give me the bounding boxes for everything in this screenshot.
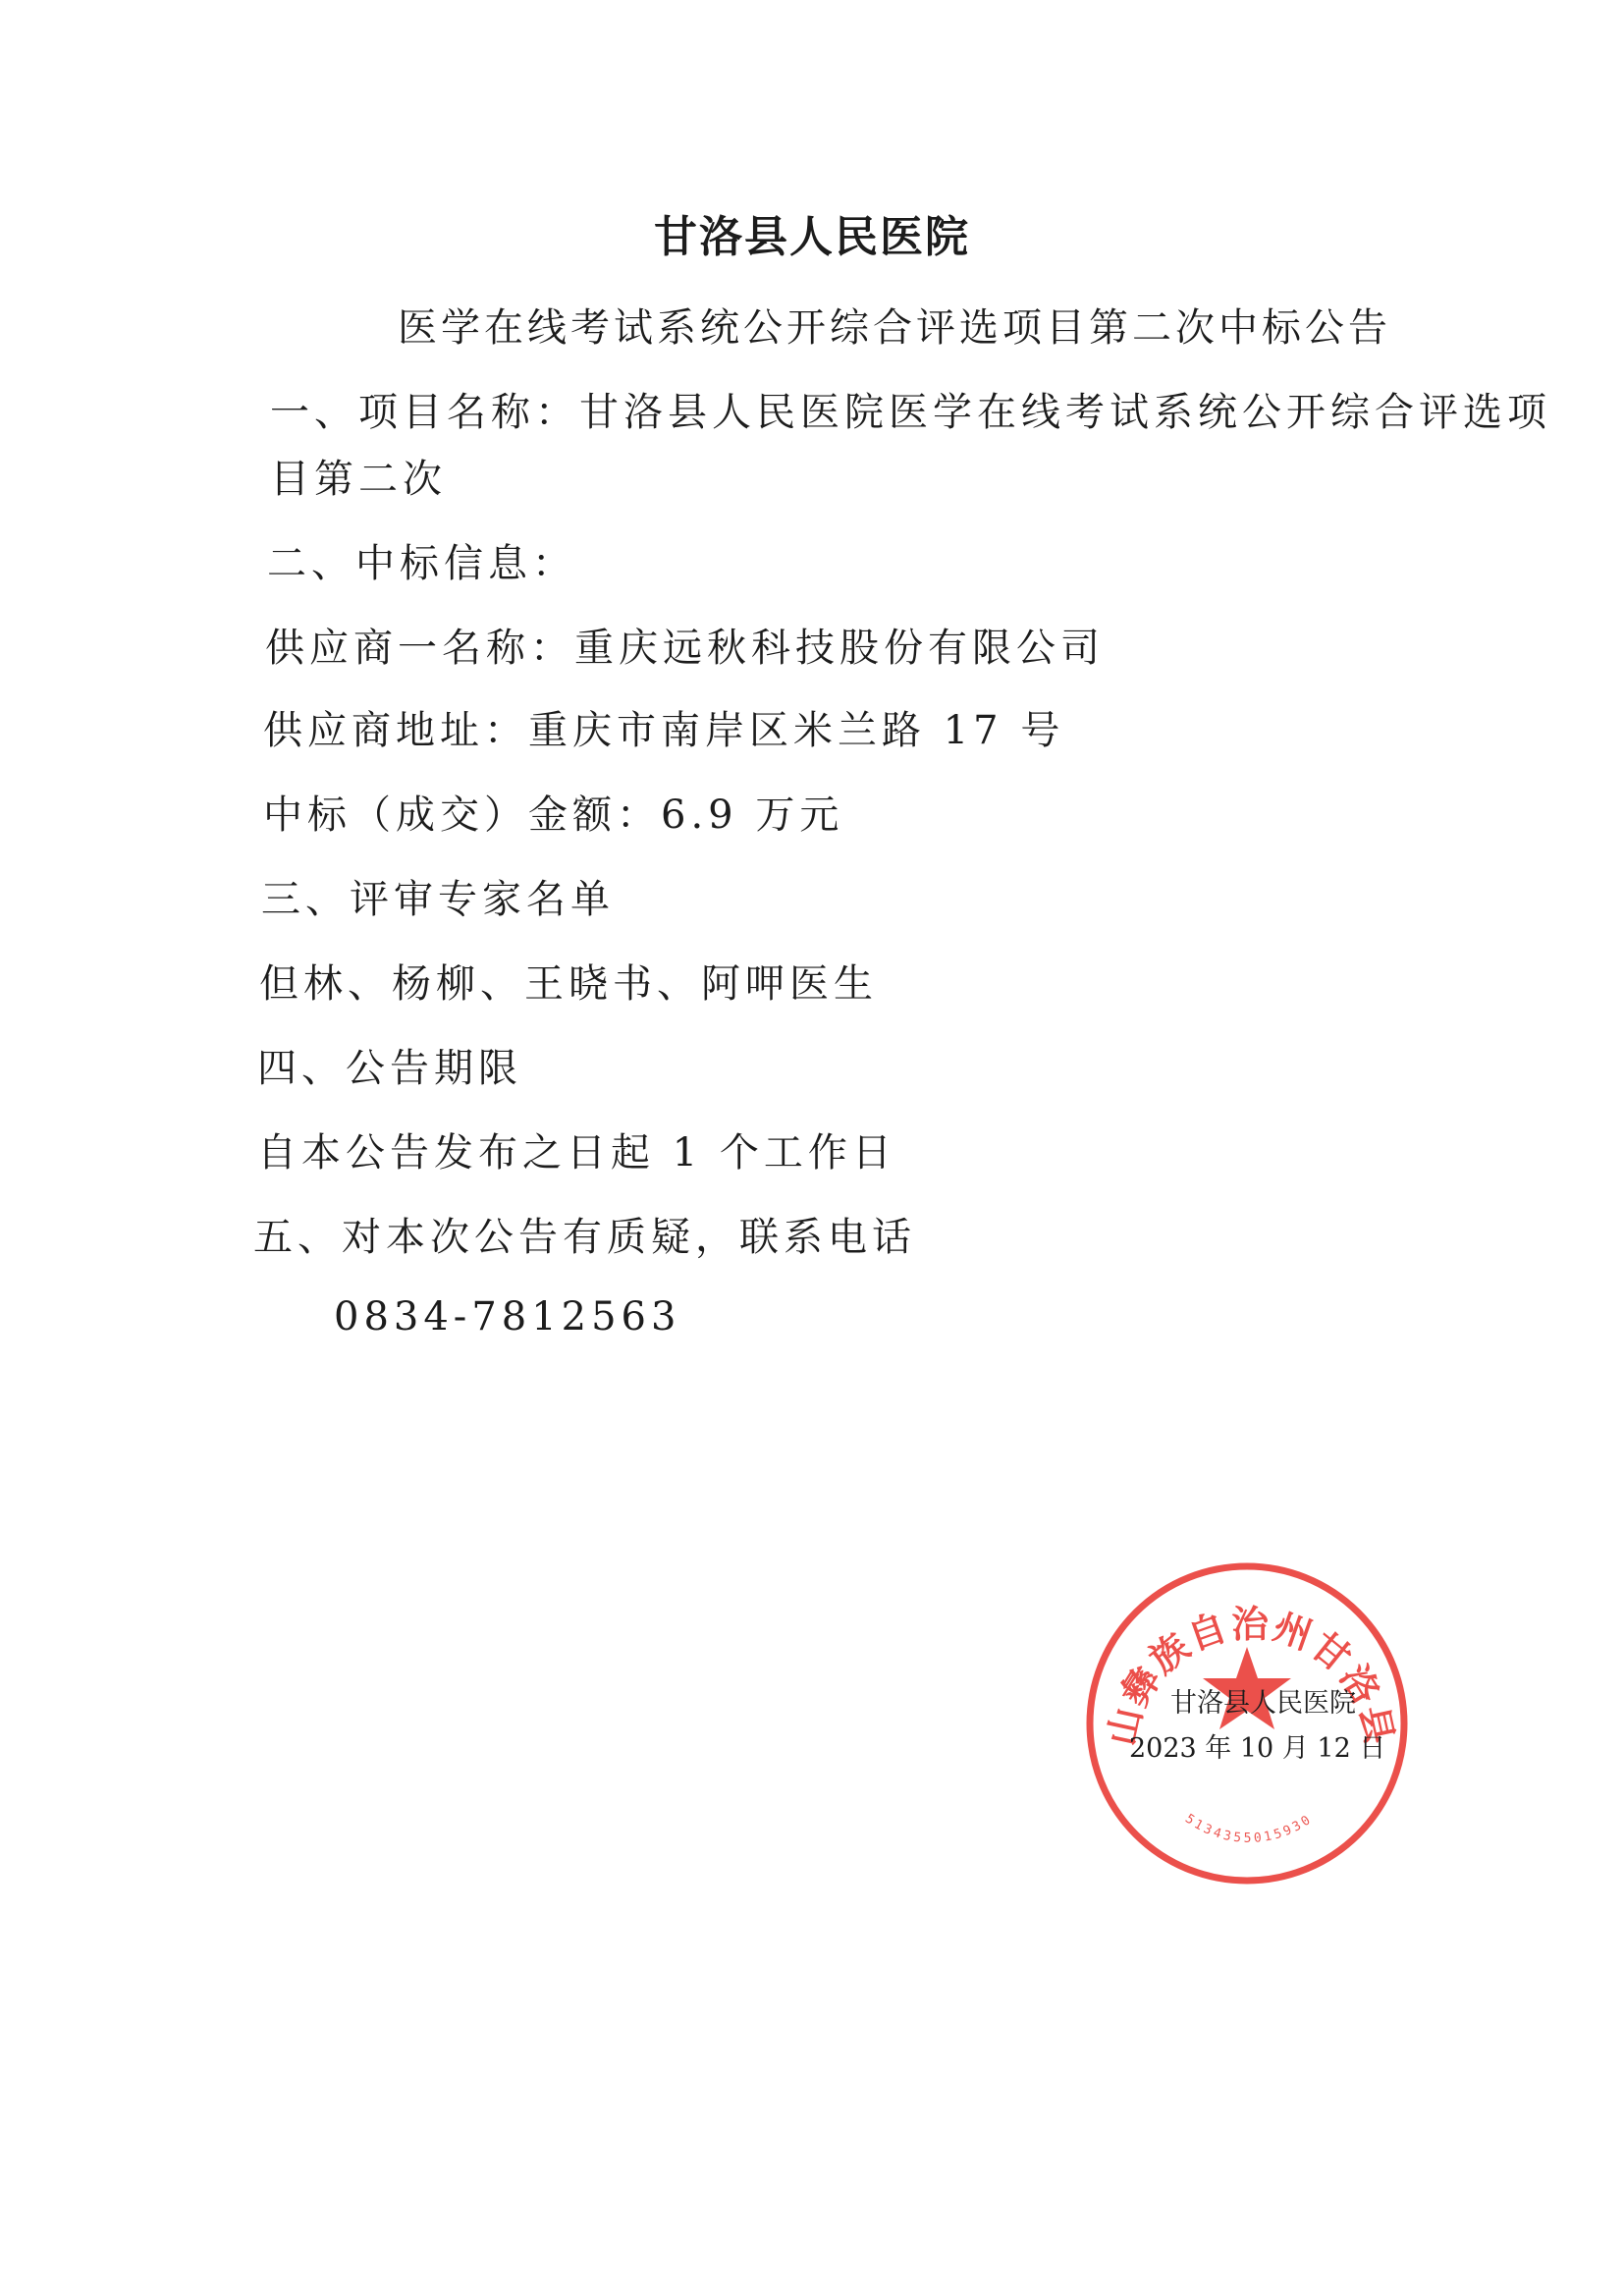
seal-serial-number: 5134355015930 [1182,1811,1316,1846]
signature-date: 2023 年 10 月 12 日 [1129,1733,1386,1764]
expert-list-heading: 三、评审专家名单 [261,877,615,922]
svg-text:5134355015930 [1182,1812,1316,1846]
document-subtitle: 医学在线考试系统公开综合评选项目第二次中标公告 [398,305,1391,351]
supplier-address-line: 供应商地址：重庆市南岸区米兰路 17 号 [263,708,1065,753]
notice-period-line: 自本公告发布之日起 1 个工作日 [257,1130,896,1175]
official-seal-stamp [1080,1557,1414,1890]
svg-text:四川省凉山彝族自治州甘洛县人民医院 [1080,1557,1402,1749]
project-name-continued: 目第二次 [270,457,447,502]
notice-period-heading: 四、公告期限 [257,1046,522,1091]
document-title: 甘洛县人民医院 [654,212,970,262]
contact-heading: 五、对本次公告有质疑，联系电话 [253,1215,916,1260]
seal-ring-text: 山彝族自治州甘洛县 [1100,1603,1402,1750]
supplier-name-line: 供应商一名称：重庆远秋科技股份有限公司 [265,626,1105,671]
signature-org: 甘洛县人民医院 [1170,1688,1356,1719]
contact-phone: 0834-7812563 [334,1294,681,1339]
expert-names-line: 但林、杨柳、王晓书、阿呷医生 [259,961,878,1007]
award-amount-line: 中标（成交）金额：6.9 万元 [263,793,844,838]
project-name-line: 一、项目名称：甘洛县人民医院医学在线考试系统公开综合评选项 [270,390,1551,435]
award-info-heading: 二、中标信息： [267,541,576,586]
